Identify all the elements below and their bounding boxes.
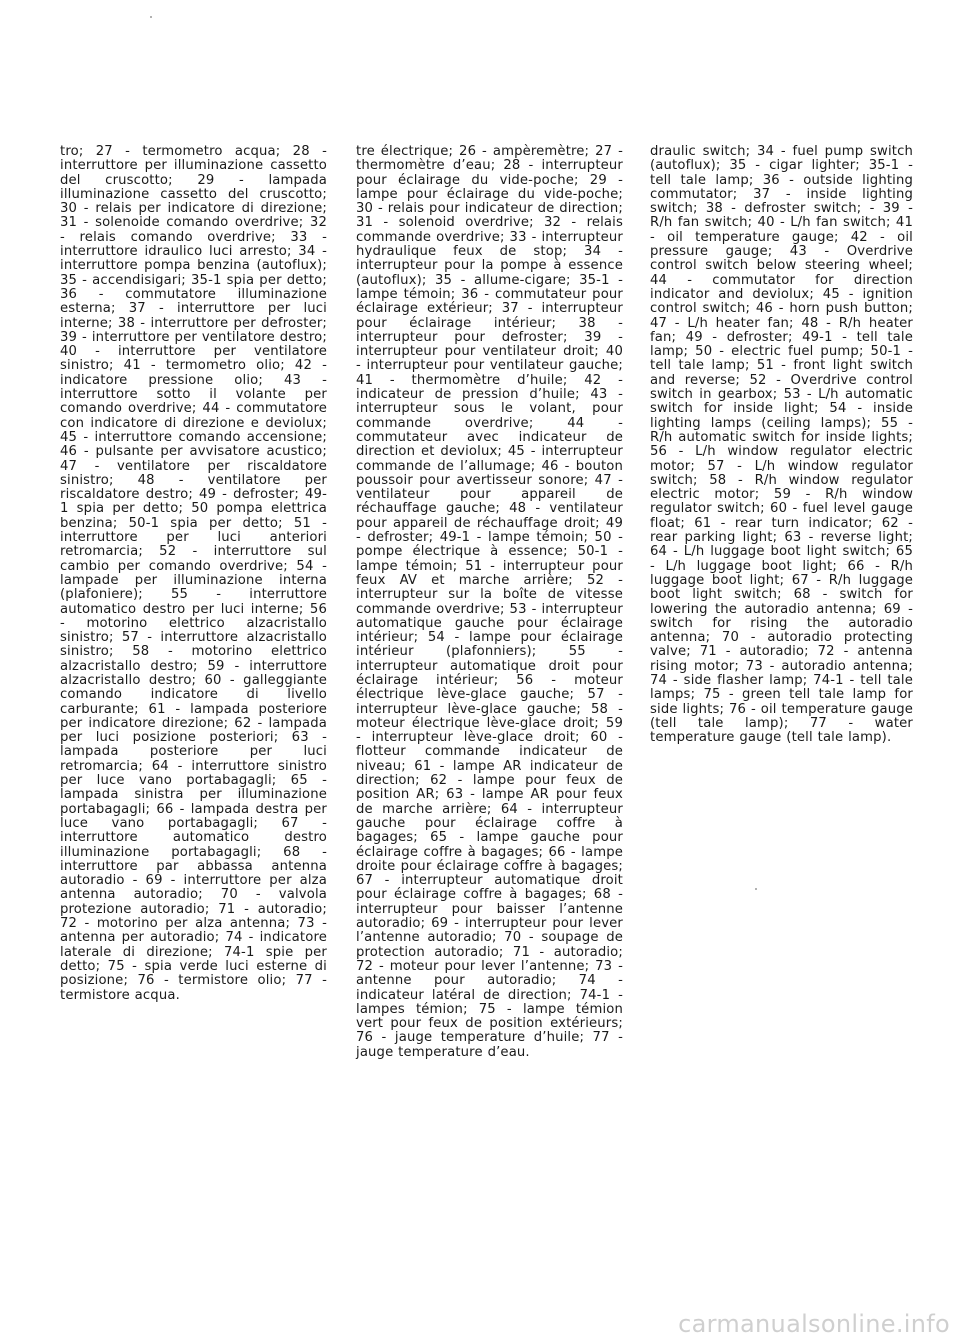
scan-speck	[150, 16, 152, 18]
legend-column-italian: tro; 27 - termometro acqua; 28 - interruttore per illuminazione cassetto del cruscotto; 29 - lampada illuminazione cassetto del cruscotto; 30 - relais per indicatore di direzione; 31 - solenoide comando overdrive; 32 - relais comando overdrive; 33 - interruttore idraulico luci arresto; 34 - interruttore pompa benzina (autoflux); 35 - accendisigari; 35-1 spia per detto; 36 - commutatore illuminazione esterna; 37 - interruttore per luci interne; 38 - interruttore per defroster; 39 - interruttore per ventilatore destro; 40 - interruttore per ventilatore sinistro; 41 - termometro olio; 42 - indicatore pressione olio; 43 - interruttore sotto il volante per comando overdrive; 44 - commutatore con indicatore di direzione e deviolux; 45 - interruttore comando accensione; 46 - pulsante per avvisatore acustico; 47 - ventilatore per riscaldatore sinistro; 48 - ventilatore per riscaldatore destro; 49 - defroster; 49-1 spia per detto; 50 pompa elettrica benzina; 50-1 spia per detto; 51 - interruttore per luci anteriori retromarcia; 52 - interruttore sul cambio per comando overdrive; 54 - lampade per illuminazione interna (plafoniere); 55 - interruttore automatico destro per luci interne; 56 - motorino elettrico alzacristallo sinistro; 57 - interruttore alzacristallo sinistro; 58 - motorino elettrico alzacristallo destro; 59 - interruttore alzacristallo destro; 60 - galleggiante comando indicatore di livello carburante; 61 - lampada posteriore per indicatore direzione; 62 - lampada per luci posizione posteriori; 63 - lampada posteriore per luci retromarcia; 64 - interruttore sinistro per luce vano portabagagli; 65 - lampada sinistra per illuminazione portabagagli; 66 - lampada destra per luce vano portabagagli; 67 - interruttore automatico destro illuminazione portabagagli; 68 - interruttore par abbassa antenna autoradio - 69 - interruttore per alza antenna autoradio; 70 - valvola protezione autoradio; 71 - autoradio; 72 - motorino per alza antenna; 73 - antenna per autoradio; 74 - indicatore laterale di direzione; 74-1 spie per detto; 75 - spia verde luci esterne di posizione; 76 - termistore olio; 77 - termistore acqua.	[60, 144, 327, 1003]
legend-column-english: draulic switch; 34 - fuel pump switch (autoflux); 35 - cigar lighter; 35-1 - tell tale lamp; 36 - outside lighting commutator; 37 - inside lighting switch; 38 - defroster switch; - 39 - R/h fan switch; 40 - L/h fan switch; 41 - oil temperature gauge; 42 - oil pressure gauge; 43 - Overdrive control switch below steering wheel; 44 - commutator for direction indicator and deviolux; 45 - ignition control switch; 46 - horn push button; 47 - L/h heater fan; 48 - R/h heater fan; 49 - defroster; 49-1 - tell tale lamp; 50 - electric fuel pump; 50-1 - tell tale lamp; 51 - front light switch and reverse; 52 - Overdrive control switch in gearbox; 53 - L/h automatic switch for inside light; 54 - inside lighting lamps (ceiling lamps); 55 - R/h automatic switch for inside lights; 56 - L/h window regulator electric motor; 57 - L/h window regulator switch; 58 - R/h window regulator electric motor; 59 - R/h window regulator switch; 60 - fuel level gauge float; 61 - rear turn indicator; 62 - rear parking light; 63 - reverse light; 64 - L/h luggage boot light switch; 65 - L/h luggage boot light; 66 - R/h luggage boot light; 67 - R/h luggage boot light switch; 68 - switch for lowering the autoradio antenna; 69 - switch for rising the autoradio antenna; 70 - autoradio protecting valve; 71 - autoradio; 72 - antenna rising motor; 73 - autoradio antenna; 74 - side flasher lamp; 74-1 - tell tale lamps; 75 - green tell tale lamp for side lights; 76 - oil temperature gauge (tell tale lamp); 77 - water temperature gauge (tell tale lamp).	[650, 144, 913, 746]
legend-column-french: tre électrique; 26 - ampèremètre; 27 - thermomètre d’eau; 28 - interrupteur pour éclairage du vide-poche; 29 - lampe pour éclairage du vide-poche; 30 - relais pour indicateur de direction; 31 - solenoid overdrive; 32 - relais commande overdrive; 33 - interrupteur hydraulique feux de stop; 34 - interrupteur pour la pompe à essence (autoflux); 35 - allume-cigare; 35-1 - lampe témoin; 36 - commutateur pour éclairage extérieur; 37 - interrupteur pour éclairage intérieur; 38 - interrupteur pour defroster; 39 - interrupteur pour ventilateur droit; 40 - interrupteur pour ventilateur gauche; 41 - thermomètre d’huile; 42 - indicateur de pression d’huile; 43 - interrupteur sous le volant, pour commande overdrive; 44 - commutateur avec indicateur de direction et deviolux; 45 - interrupteur commande de l’allumage; 46 - bouton poussoir pour avertisseur sonore; 47 - ventilateur pour appareil de réchauffage gauche; 48 - ventilateur pour appareil de réchauffage droit; 49 - defroster; 49-1 - lampe témoin; 50 - pompe électrique à essence; 50-1 - lampe témoin; 51 - interrupteur pour feux AV et marche arrière; 52 - interrupteur sur la boîte de vitesse commande overdrive; 53 - interrupteur automatique gauche pour éclairage intérieur; 54 - lampe pour éclairage intérieur (plafonniers); 55 - interrupteur automatique droit pour éclairage intérieur; 56 - moteur électrique lève-glace gauche; 57 - interrupteur lève-glace gauche; 58 - moteur électrique lève-glace droit; 59 - interrupteur lève-glace droit; 60 - flotteur commande indicateur de niveau; 61 - lampe AR indicateur de direction; 62 - lampe pour feux de position AR; 63 - lampe AR pour feux de marche arrière; 64 - interrupteur gauche pour éclairage coffre à bagages; 65 - lampe gauche pour éclairage coffre à bagages; 66 - lampe droite pour éclairage coffre à bagages; 67 - interrupteur automatique droit pour éclairage coffre à bagages; 68 - interrupteur pour baisser l’antenne autoradio; 69 - interrupteur pour lever l’antenne autoradio; 70 - soupage de protection autoradio; 71 - autoradio; 72 - moteur pour lever l’antenne; 73 - antenne pour autoradio; 74 - indicateur latéral de direction; 74-1 - lampes témion; 75 - lampe témion vert pour feux de position extérieurs; 76 - jauge temperature d’huile; 77 - jauge temperature d’eau.	[356, 144, 623, 1060]
watermark: carmanualsonline.info	[678, 1310, 950, 1338]
scan-speck	[755, 888, 757, 890]
